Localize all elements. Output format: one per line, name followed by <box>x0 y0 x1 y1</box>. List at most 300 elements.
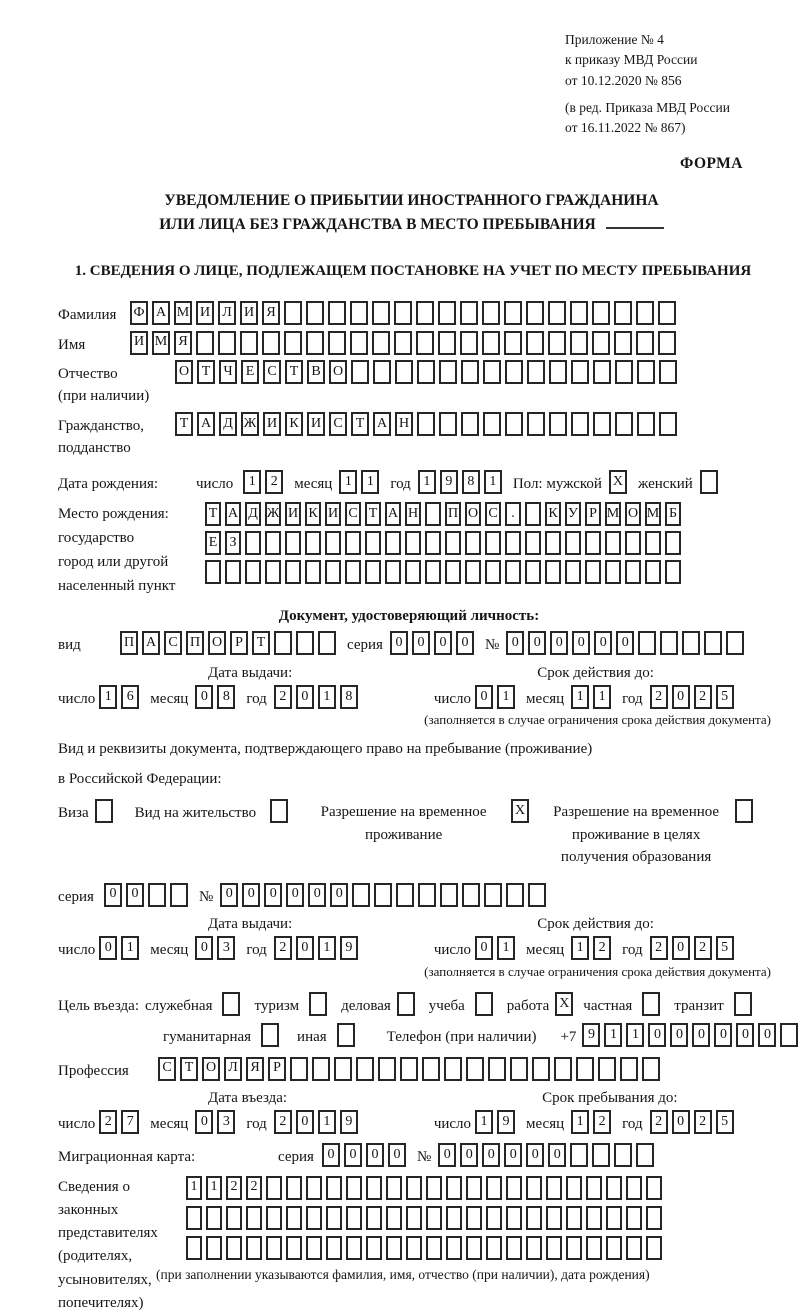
char-cell[interactable] <box>636 331 654 355</box>
char-cell[interactable]: 0 <box>195 1110 213 1134</box>
char-cell[interactable]: 1 <box>497 936 515 960</box>
char-cell[interactable] <box>446 1206 462 1230</box>
char-cell[interactable]: 0 <box>672 1110 690 1134</box>
char-cell[interactable]: И <box>307 412 325 436</box>
char-cell[interactable]: 0 <box>126 883 144 907</box>
char-cell[interactable] <box>504 331 522 355</box>
char-cell[interactable] <box>417 360 435 384</box>
char-cell[interactable]: 3 <box>217 1110 235 1134</box>
char-cell[interactable] <box>625 560 641 584</box>
char-cell[interactable]: С <box>485 502 501 526</box>
char-cell[interactable] <box>646 1236 662 1260</box>
char-cell[interactable]: П <box>186 631 204 655</box>
char-cell[interactable] <box>506 883 524 907</box>
char-cell[interactable] <box>306 331 324 355</box>
char-cell[interactable] <box>548 331 566 355</box>
char-cell[interactable] <box>170 883 188 907</box>
char-cell[interactable]: 0 <box>616 631 634 655</box>
char-cell[interactable] <box>440 883 458 907</box>
char-cell[interactable] <box>546 1176 562 1200</box>
char-cell[interactable]: Т <box>205 502 221 526</box>
visa-checkbox[interactable] <box>95 799 113 823</box>
char-cell[interactable] <box>284 331 302 355</box>
char-cell[interactable]: 0 <box>460 1143 478 1167</box>
char-cell[interactable] <box>266 1236 282 1260</box>
char-cell[interactable] <box>461 360 479 384</box>
char-cell[interactable]: 0 <box>594 631 612 655</box>
char-cell[interactable] <box>328 331 346 355</box>
char-cell[interactable] <box>400 1057 418 1081</box>
char-cell[interactable]: 2 <box>274 936 292 960</box>
char-cell[interactable] <box>306 1176 322 1200</box>
char-cell[interactable] <box>506 1176 522 1200</box>
char-cell[interactable]: 2 <box>694 685 712 709</box>
char-cell[interactable] <box>614 301 632 325</box>
char-cell[interactable]: 0 <box>692 1023 710 1047</box>
char-cell[interactable]: О <box>465 502 481 526</box>
char-cell[interactable]: 0 <box>296 1110 314 1134</box>
char-cell[interactable] <box>462 883 480 907</box>
char-cell[interactable] <box>605 560 621 584</box>
char-cell[interactable]: 1 <box>484 470 502 494</box>
char-cell[interactable]: И <box>130 331 148 355</box>
char-cell[interactable] <box>205 560 221 584</box>
char-cell[interactable] <box>505 531 521 555</box>
char-cell[interactable]: Е <box>241 360 259 384</box>
char-cell[interactable] <box>482 301 500 325</box>
char-cell[interactable]: 0 <box>548 1143 566 1167</box>
char-cell[interactable] <box>365 531 381 555</box>
char-cell[interactable] <box>646 1206 662 1230</box>
char-cell[interactable]: . <box>505 502 521 526</box>
char-cell[interactable]: Я <box>174 331 192 355</box>
char-cell[interactable] <box>446 1176 462 1200</box>
char-cell[interactable]: 0 <box>504 1143 522 1167</box>
char-cell[interactable] <box>366 1236 382 1260</box>
char-cell[interactable] <box>682 631 700 655</box>
temp-residence-education-checkbox[interactable] <box>735 799 753 823</box>
char-cell[interactable]: 0 <box>714 1023 732 1047</box>
char-cell[interactable]: Д <box>219 412 237 436</box>
char-cell[interactable]: 0 <box>438 1143 456 1167</box>
char-cell[interactable] <box>286 1236 302 1260</box>
char-cell[interactable]: 2 <box>694 1110 712 1134</box>
char-cell[interactable]: С <box>263 360 281 384</box>
char-cell[interactable] <box>593 360 611 384</box>
official-checkbox[interactable] <box>222 992 240 1016</box>
char-cell[interactable] <box>445 531 461 555</box>
char-cell[interactable] <box>425 502 441 526</box>
char-cell[interactable] <box>525 502 541 526</box>
char-cell[interactable] <box>445 560 461 584</box>
char-cell[interactable] <box>394 301 412 325</box>
char-cell[interactable]: О <box>175 360 193 384</box>
char-cell[interactable] <box>658 331 676 355</box>
char-cell[interactable] <box>422 1057 440 1081</box>
char-cell[interactable] <box>665 531 681 555</box>
char-cell[interactable]: 0 <box>572 631 590 655</box>
char-cell[interactable] <box>285 531 301 555</box>
char-cell[interactable] <box>318 631 336 655</box>
char-cell[interactable]: А <box>373 412 391 436</box>
char-cell[interactable]: 0 <box>526 1143 544 1167</box>
char-cell[interactable]: 1 <box>626 1023 644 1047</box>
char-cell[interactable] <box>266 1206 282 1230</box>
char-cell[interactable] <box>592 301 610 325</box>
char-cell[interactable] <box>659 360 677 384</box>
char-cell[interactable] <box>306 1206 322 1230</box>
char-cell[interactable]: О <box>202 1057 220 1081</box>
char-cell[interactable] <box>526 1176 542 1200</box>
char-cell[interactable]: 0 <box>322 1143 340 1167</box>
char-cell[interactable]: 0 <box>648 1023 666 1047</box>
char-cell[interactable] <box>466 1057 484 1081</box>
char-cell[interactable] <box>598 1057 616 1081</box>
char-cell[interactable] <box>285 560 301 584</box>
char-cell[interactable]: 2 <box>246 1176 262 1200</box>
char-cell[interactable] <box>704 631 722 655</box>
char-cell[interactable] <box>290 1057 308 1081</box>
char-cell[interactable] <box>636 301 654 325</box>
char-cell[interactable] <box>548 301 566 325</box>
char-cell[interactable]: 0 <box>220 883 238 907</box>
char-cell[interactable] <box>483 412 501 436</box>
char-cell[interactable] <box>586 1206 602 1230</box>
char-cell[interactable]: К <box>305 502 321 526</box>
char-cell[interactable]: Т <box>351 412 369 436</box>
char-cell[interactable]: 5 <box>716 936 734 960</box>
char-cell[interactable] <box>240 331 258 355</box>
char-cell[interactable]: С <box>329 412 347 436</box>
char-cell[interactable] <box>417 412 435 436</box>
char-cell[interactable]: 1 <box>571 1110 589 1134</box>
char-cell[interactable] <box>488 1057 506 1081</box>
char-cell[interactable] <box>570 301 588 325</box>
char-cell[interactable] <box>626 1236 642 1260</box>
char-cell[interactable]: С <box>345 502 361 526</box>
char-cell[interactable] <box>485 560 501 584</box>
char-cell[interactable] <box>305 531 321 555</box>
char-cell[interactable] <box>466 1236 482 1260</box>
char-cell[interactable]: М <box>152 331 170 355</box>
char-cell[interactable]: 9 <box>340 1110 358 1134</box>
char-cell[interactable] <box>592 1143 610 1167</box>
char-cell[interactable] <box>626 1206 642 1230</box>
char-cell[interactable] <box>186 1206 202 1230</box>
char-cell[interactable]: О <box>329 360 347 384</box>
char-cell[interactable] <box>626 1176 642 1200</box>
char-cell[interactable] <box>532 1057 550 1081</box>
char-cell[interactable]: 0 <box>195 936 213 960</box>
char-cell[interactable] <box>405 531 421 555</box>
char-cell[interactable]: З <box>225 531 241 555</box>
char-cell[interactable]: Л <box>224 1057 242 1081</box>
char-cell[interactable]: Т <box>197 360 215 384</box>
char-cell[interactable] <box>576 1057 594 1081</box>
char-cell[interactable] <box>625 531 641 555</box>
char-cell[interactable] <box>416 301 434 325</box>
residence-permit-checkbox[interactable] <box>270 799 288 823</box>
char-cell[interactable] <box>510 1057 528 1081</box>
char-cell[interactable] <box>486 1236 502 1260</box>
char-cell[interactable] <box>325 531 341 555</box>
char-cell[interactable] <box>565 560 581 584</box>
char-cell[interactable]: 5 <box>716 685 734 709</box>
char-cell[interactable]: О <box>208 631 226 655</box>
char-cell[interactable]: М <box>605 502 621 526</box>
char-cell[interactable] <box>425 560 441 584</box>
char-cell[interactable] <box>527 412 545 436</box>
char-cell[interactable] <box>286 1206 302 1230</box>
char-cell[interactable] <box>545 560 561 584</box>
char-cell[interactable] <box>636 1143 654 1167</box>
char-cell[interactable] <box>482 331 500 355</box>
char-cell[interactable] <box>326 1236 342 1260</box>
char-cell[interactable]: Т <box>285 360 303 384</box>
char-cell[interactable] <box>465 560 481 584</box>
humanitarian-checkbox[interactable] <box>261 1023 279 1047</box>
char-cell[interactable] <box>406 1236 422 1260</box>
char-cell[interactable]: 0 <box>528 631 546 655</box>
char-cell[interactable]: 0 <box>195 685 213 709</box>
char-cell[interactable] <box>346 1176 362 1200</box>
char-cell[interactable] <box>486 1206 502 1230</box>
char-cell[interactable] <box>351 360 369 384</box>
char-cell[interactable] <box>350 301 368 325</box>
char-cell[interactable] <box>372 301 390 325</box>
char-cell[interactable]: К <box>545 502 561 526</box>
char-cell[interactable] <box>325 560 341 584</box>
char-cell[interactable]: 0 <box>388 1143 406 1167</box>
char-cell[interactable] <box>525 560 541 584</box>
char-cell[interactable] <box>658 301 676 325</box>
char-cell[interactable] <box>373 360 391 384</box>
char-cell[interactable]: 0 <box>672 685 690 709</box>
char-cell[interactable] <box>386 1206 402 1230</box>
char-cell[interactable]: М <box>645 502 661 526</box>
char-cell[interactable]: 1 <box>206 1176 222 1200</box>
char-cell[interactable]: 5 <box>716 1110 734 1134</box>
char-cell[interactable]: 0 <box>99 936 117 960</box>
char-cell[interactable] <box>405 560 421 584</box>
char-cell[interactable] <box>645 531 661 555</box>
char-cell[interactable] <box>461 412 479 436</box>
char-cell[interactable] <box>526 1236 542 1260</box>
char-cell[interactable] <box>365 560 381 584</box>
char-cell[interactable] <box>504 301 522 325</box>
char-cell[interactable]: 9 <box>440 470 458 494</box>
char-cell[interactable] <box>265 560 281 584</box>
char-cell[interactable] <box>352 883 370 907</box>
char-cell[interactable]: 2 <box>650 685 668 709</box>
char-cell[interactable]: Н <box>405 502 421 526</box>
char-cell[interactable] <box>620 1057 638 1081</box>
char-cell[interactable] <box>570 331 588 355</box>
char-cell[interactable]: 2 <box>650 1110 668 1134</box>
char-cell[interactable]: 1 <box>418 470 436 494</box>
char-cell[interactable]: 1 <box>475 1110 493 1134</box>
char-cell[interactable] <box>660 631 678 655</box>
char-cell[interactable] <box>406 1206 422 1230</box>
char-cell[interactable] <box>366 1176 382 1200</box>
char-cell[interactable] <box>148 883 166 907</box>
char-cell[interactable] <box>646 1176 662 1200</box>
char-cell[interactable]: А <box>197 412 215 436</box>
char-cell[interactable] <box>638 631 656 655</box>
char-cell[interactable]: И <box>325 502 341 526</box>
char-cell[interactable] <box>466 1176 482 1200</box>
char-cell[interactable] <box>226 1206 242 1230</box>
char-cell[interactable]: 1 <box>571 685 589 709</box>
char-cell[interactable]: 2 <box>265 470 283 494</box>
char-cell[interactable] <box>306 1236 322 1260</box>
char-cell[interactable] <box>505 412 523 436</box>
char-cell[interactable] <box>426 1206 442 1230</box>
char-cell[interactable] <box>546 1236 562 1260</box>
char-cell[interactable] <box>526 1206 542 1230</box>
char-cell[interactable]: Р <box>585 502 601 526</box>
char-cell[interactable] <box>505 360 523 384</box>
char-cell[interactable] <box>438 331 456 355</box>
char-cell[interactable]: 0 <box>390 631 408 655</box>
char-cell[interactable] <box>484 883 502 907</box>
char-cell[interactable]: 0 <box>296 936 314 960</box>
char-cell[interactable]: 0 <box>104 883 122 907</box>
char-cell[interactable]: П <box>445 502 461 526</box>
char-cell[interactable] <box>312 1057 330 1081</box>
char-cell[interactable]: И <box>285 502 301 526</box>
char-cell[interactable] <box>586 1176 602 1200</box>
char-cell[interactable] <box>350 331 368 355</box>
tourism-checkbox[interactable] <box>309 992 327 1016</box>
char-cell[interactable]: 0 <box>672 936 690 960</box>
char-cell[interactable] <box>527 360 545 384</box>
male-checkbox[interactable]: X <box>609 470 627 494</box>
char-cell[interactable] <box>286 1176 302 1200</box>
private-checkbox[interactable] <box>642 992 660 1016</box>
char-cell[interactable] <box>326 1176 342 1200</box>
char-cell[interactable] <box>525 531 541 555</box>
char-cell[interactable] <box>438 301 456 325</box>
char-cell[interactable] <box>334 1057 352 1081</box>
char-cell[interactable] <box>506 1206 522 1230</box>
char-cell[interactable]: И <box>196 301 214 325</box>
char-cell[interactable]: Ч <box>219 360 237 384</box>
char-cell[interactable]: К <box>285 412 303 436</box>
char-cell[interactable]: Д <box>245 502 261 526</box>
char-cell[interactable] <box>326 1206 342 1230</box>
char-cell[interactable] <box>395 360 413 384</box>
char-cell[interactable] <box>642 1057 660 1081</box>
char-cell[interactable]: Б <box>665 502 681 526</box>
char-cell[interactable] <box>306 301 324 325</box>
char-cell[interactable]: 9 <box>340 936 358 960</box>
char-cell[interactable] <box>439 360 457 384</box>
char-cell[interactable]: 7 <box>121 1110 139 1134</box>
char-cell[interactable] <box>486 1176 502 1200</box>
char-cell[interactable] <box>614 1143 632 1167</box>
char-cell[interactable] <box>439 412 457 436</box>
char-cell[interactable] <box>615 412 633 436</box>
char-cell[interactable]: 0 <box>264 883 282 907</box>
char-cell[interactable] <box>416 331 434 355</box>
char-cell[interactable] <box>570 1143 588 1167</box>
char-cell[interactable] <box>372 331 390 355</box>
char-cell[interactable]: 1 <box>318 936 336 960</box>
char-cell[interactable]: 2 <box>593 936 611 960</box>
char-cell[interactable] <box>274 631 292 655</box>
char-cell[interactable]: 1 <box>186 1176 202 1200</box>
char-cell[interactable] <box>546 1206 562 1230</box>
char-cell[interactable]: Т <box>175 412 193 436</box>
char-cell[interactable] <box>385 531 401 555</box>
char-cell[interactable]: 1 <box>604 1023 622 1047</box>
char-cell[interactable]: 1 <box>339 470 357 494</box>
char-cell[interactable] <box>444 1057 462 1081</box>
char-cell[interactable] <box>549 360 567 384</box>
char-cell[interactable]: С <box>164 631 182 655</box>
char-cell[interactable] <box>265 531 281 555</box>
char-cell[interactable] <box>345 560 361 584</box>
char-cell[interactable] <box>346 1206 362 1230</box>
char-cell[interactable]: 0 <box>434 631 452 655</box>
char-cell[interactable]: Т <box>180 1057 198 1081</box>
char-cell[interactable] <box>606 1236 622 1260</box>
char-cell[interactable] <box>571 360 589 384</box>
temp-residence-checkbox[interactable]: X <box>511 799 529 823</box>
char-cell[interactable] <box>245 560 261 584</box>
char-cell[interactable]: 1 <box>593 685 611 709</box>
char-cell[interactable] <box>426 1176 442 1200</box>
char-cell[interactable] <box>615 360 633 384</box>
char-cell[interactable]: 2 <box>650 936 668 960</box>
char-cell[interactable] <box>585 531 601 555</box>
char-cell[interactable] <box>526 331 544 355</box>
char-cell[interactable] <box>385 560 401 584</box>
char-cell[interactable]: А <box>142 631 160 655</box>
char-cell[interactable] <box>526 301 544 325</box>
transit-checkbox[interactable] <box>734 992 752 1016</box>
char-cell[interactable] <box>549 412 567 436</box>
char-cell[interactable]: Л <box>218 301 236 325</box>
business-checkbox[interactable] <box>397 992 415 1016</box>
char-cell[interactable]: Ф <box>130 301 148 325</box>
char-cell[interactable] <box>426 1236 442 1260</box>
char-cell[interactable] <box>386 1176 402 1200</box>
char-cell[interactable] <box>284 301 302 325</box>
char-cell[interactable] <box>406 1176 422 1200</box>
char-cell[interactable]: 8 <box>462 470 480 494</box>
char-cell[interactable]: Я <box>262 301 280 325</box>
char-cell[interactable]: А <box>225 502 241 526</box>
char-cell[interactable]: Н <box>395 412 413 436</box>
char-cell[interactable] <box>206 1206 222 1230</box>
char-cell[interactable]: 8 <box>217 685 235 709</box>
char-cell[interactable]: 3 <box>217 936 235 960</box>
char-cell[interactable] <box>585 560 601 584</box>
char-cell[interactable]: 9 <box>582 1023 600 1047</box>
char-cell[interactable] <box>460 331 478 355</box>
char-cell[interactable]: 2 <box>694 936 712 960</box>
char-cell[interactable] <box>606 1206 622 1230</box>
char-cell[interactable]: Е <box>205 531 221 555</box>
char-cell[interactable]: О <box>625 502 641 526</box>
char-cell[interactable]: Р <box>230 631 248 655</box>
char-cell[interactable] <box>446 1236 462 1260</box>
char-cell[interactable]: У <box>565 502 581 526</box>
char-cell[interactable] <box>586 1236 602 1260</box>
char-cell[interactable] <box>225 560 241 584</box>
